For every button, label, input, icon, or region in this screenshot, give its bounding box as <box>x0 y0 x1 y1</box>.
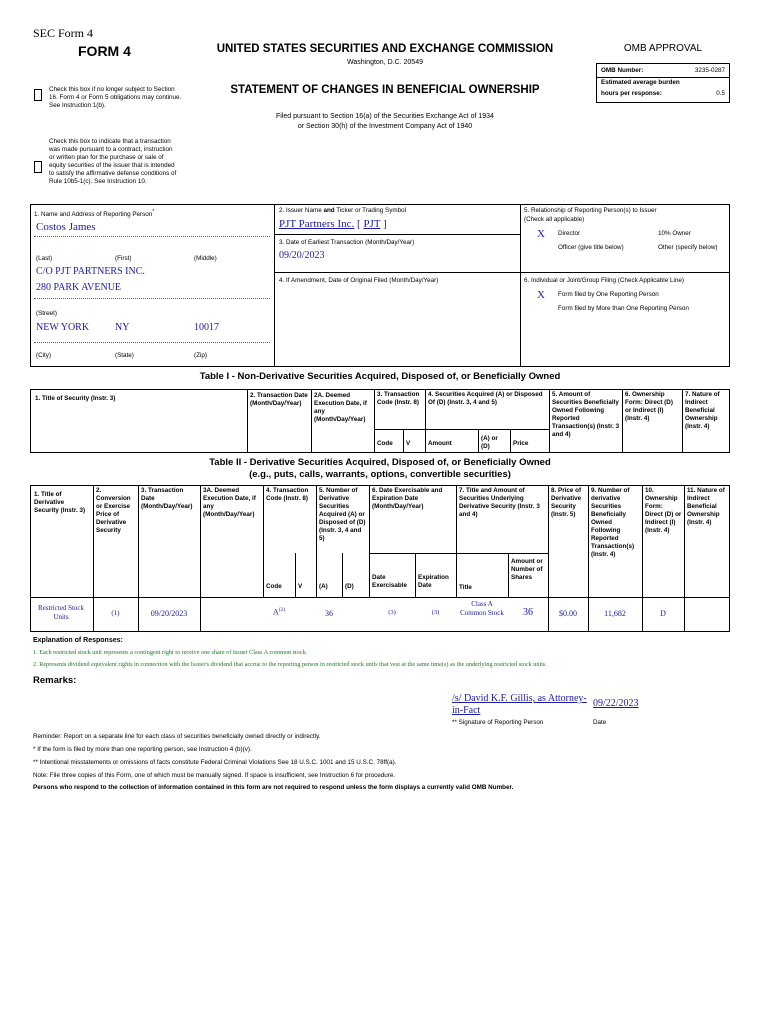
t2-row-price: $0.00 <box>559 609 577 618</box>
city-value: NEW YORK <box>36 322 90 333</box>
date-label: Date <box>593 719 607 726</box>
sec-form-label: SEC Form 4 <box>33 26 94 40</box>
reporting-person-name: Costos James <box>36 221 96 233</box>
table2-subtitle: (e.g., puts, calls, warrants, options, convertible securities) <box>249 469 511 480</box>
address-line1: C/O PJT PARTNERS INC. <box>36 266 145 277</box>
t2-expiration-header: Expiration Date <box>415 553 456 597</box>
no-longer-subject-text: Check this box if no longer subject to Section 16. Form 4 or Form 5 obligations may continue. See Instruction 1(b). <box>49 86 182 109</box>
officer-label: Officer (give title below) <box>558 244 624 251</box>
first-label: (First) <box>115 255 132 262</box>
t2-col10-header: 10. Ownership Form: Direct (D) or Indirect (I) (Instr. 4) <box>642 485 684 632</box>
t2-row-exercisable: (3) <box>388 609 396 616</box>
t1-v-header: V <box>403 429 425 453</box>
t1-col2-header: 2. Transaction Date (Month/Day/Year) <box>247 389 311 453</box>
statement-title: STATEMENT OF CHANGES IN BENEFICIAL OWNERSHIP <box>230 84 540 96</box>
agency-title: UNITED STATES SECURITIES AND EXCHANGE COMMISSION <box>216 43 554 55</box>
hours-label: hours per response: <box>601 90 662 97</box>
t2-row-title: Class A Common Stock <box>460 600 504 617</box>
burden-label: Estimated average burden <box>601 79 680 86</box>
t2-row-conversion: (1) <box>111 609 120 617</box>
issuer-name[interactable]: PJT Partners Inc. <box>279 218 355 230</box>
box2-label: 2. Issuer Name and Ticker or Trading Symbol <box>279 207 407 214</box>
agency-location: Washington, D.C. 20549 <box>346 59 423 66</box>
explanation-note2: 2. Represents dividend equivalent rights in connection with the Issuer's dividend that accrue to the reporting person in restricted stock units that vest at the same time(s) as the underlying restricted stock units. <box>33 661 547 668</box>
box5-sub: (Check all applicable) <box>524 216 585 223</box>
t1-code-header: Code <box>374 429 403 453</box>
explanation-title: Explanation of Responses: <box>33 637 123 644</box>
t2-exercisable-header: Date Exercisable <box>369 553 415 597</box>
zip-label: (Zip) <box>194 352 207 359</box>
omb-number-value: 3235-0287 <box>694 67 725 74</box>
footer-omb-notice: Persons who respond to the collection of information contained in this form are not required to respond unless the form displays a currently valid OMB Number. <box>33 784 514 791</box>
table2-title: Table II - Derivative Securities Acquired, Disposed of, or Beneficially Owned <box>209 457 551 468</box>
state-label: (State) <box>115 352 134 359</box>
box5-label: 5. Relationship of Reporting Person(s) to Issuer <box>524 207 657 214</box>
t2-d-header: (D) <box>342 553 369 597</box>
t2-col7-header: 7. Title and Amount of Securities Underlying Derivative Security (Instr. 3 and 4) <box>456 485 548 553</box>
other-label: Other (specify below) <box>658 244 718 251</box>
t1-col4-header: 4. Securities Acquired (A) or Disposed Of (D) (Instr. 3, 4 and 5) <box>425 389 549 429</box>
rule-10b5-1-text: Check this box to indicate that a transaction was made pursuant to a contract, instruction or written plan for the purchase or sale of equity securities of the issuer that is intended to satisfy the affirmative defense conditions of Rule 10b5-1(c). See Instruction 10. <box>49 138 177 185</box>
t2-row-form: D <box>660 609 666 618</box>
signature-date: 09/22/2023 <box>593 698 639 709</box>
omb-approval-title: OMB APPROVAL <box>623 43 703 54</box>
omb-approval-box <box>596 63 730 103</box>
t2-col6-header: 6. Date Exercisable and Expiration Date (Month/Day/Year) <box>369 485 456 553</box>
t1-col3-header: 3. Transaction Code (Instr. 8) <box>374 389 425 429</box>
more-persons-label: Form filed by More than One Reporting Person <box>558 305 689 312</box>
box4-label: 4. If Amendment, Date of Original Filed (Month/Day/Year) <box>279 277 439 284</box>
t2-col11-header: 11. Nature of Indirect Beneficial Ownership (Instr. 4) <box>684 485 730 632</box>
t2-col3-header: 3. Transaction Date (Month/Day/Year) <box>138 485 200 632</box>
earliest-transaction-date: 09/20/2023 <box>279 250 325 261</box>
footer-multiple-persons: * If the form is filed by more than one reporting person, see Instruction 4 (b)(v). <box>33 746 252 753</box>
t2-v-header: V <box>295 553 316 597</box>
t2-col9-header: 9. Number of derivative Securities Beneficially Owned Following Reported Transaction(s) (Instr. 4) <box>588 485 642 632</box>
t2-code-header: Code <box>263 553 295 597</box>
t1-col5-header: 5. Amount of Securities Beneficially Owned Following Reported Transaction(s) (Instr. 3 and 4) <box>549 389 622 453</box>
footer-copies-note: Note: File three copies of this Form, one of which must be manually signed. If space is insufficient, see Instruction 6 for procedure. <box>33 772 396 779</box>
zip-value: 10017 <box>194 322 219 333</box>
no-longer-subject-checkbox[interactable] <box>34 89 42 101</box>
rule-10b5-1-checkbox[interactable] <box>34 161 42 173</box>
middle-label: (Middle) <box>194 255 217 262</box>
director-mark[interactable]: X <box>537 228 545 240</box>
box3-label: 3. Date of Earliest Transaction (Month/Day/Year) <box>279 239 415 246</box>
ticker-symbol[interactable]: PJT <box>363 218 381 230</box>
hours-value: 0.5 <box>716 90 725 97</box>
explanation-note1: 1. Each restricted stock unit represents a contingent right to receive one share of Issuer Class A common stock. <box>33 649 308 656</box>
t2-col1-header: 1. Title of Derivative Security (Instr. 3) <box>34 491 86 514</box>
box6-label: 6. Individual or Joint/Group Filing (Check Applicable Line) <box>524 277 684 284</box>
one-person-mark[interactable]: X <box>537 289 545 301</box>
footer-reminder: Reminder: Report on a separate line for each class of securities beneficially owned directly or indirectly. <box>33 733 321 740</box>
address-line2: 280 PARK AVENUE <box>36 282 122 293</box>
t2-row-expiration: (3) <box>431 609 440 616</box>
t2-row-amount-a: 36 <box>325 609 333 618</box>
t2-row-owned: 11,682 <box>604 609 626 618</box>
filed-pursuant-line1: Filed pursuant to Section 16(a) of the Securities Exchange Act of 1934 <box>276 113 494 120</box>
t2-row-security: Restricted Stock Units <box>37 604 85 621</box>
t2-row-code: $A^{(2)}$ <box>272 607 286 617</box>
t1-col7-header: 7. Nature of Indirect Beneficial Ownership (Instr. 4) <box>682 389 730 453</box>
form-title: FORM 4 <box>78 43 131 59</box>
t1-col2a-header: 2A. Deemed Execution Date, if any (Month/Day/Year) <box>311 389 374 453</box>
ten-percent-owner-label: 10% Owner <box>658 230 691 237</box>
city-label: (City) <box>36 352 52 359</box>
t2-row-shares: 36 <box>523 607 533 618</box>
t1-amount-header: Amount <box>425 429 478 453</box>
t1-aord-header: (A) or (D) <box>478 429 510 453</box>
state-value: NY <box>115 322 130 333</box>
t2-a-header: (A) <box>316 553 342 597</box>
t2-col8-header: 8. Price of Derivative Security (Instr. 5) <box>548 485 588 632</box>
last-label: (Last) <box>36 255 53 262</box>
t2-col4-header: 4. Transaction Code (Instr. 8) <box>263 485 316 577</box>
t1-col1-header: 1. Title of Security (Instr. 3) <box>35 395 116 402</box>
t1-col6-header: 6. Ownership Form: Direct (D) or Indirect (I) (Instr. 4) <box>622 389 682 453</box>
t2-col2-header: 2. Conversion or Exercise Price of Derivative Security <box>93 485 138 632</box>
remarks-title: Remarks: <box>33 675 77 686</box>
director-label: Director <box>558 230 581 237</box>
omb-number-label: OMB Number: <box>601 67 644 74</box>
footer-misstatements: ** Intentional misstatements or omissions of facts constitute Federal Criminal Violations See 18 U.S.C. 1001 and 15 U.S.C. 78ff(a). <box>33 759 397 766</box>
one-person-label: Form filed by One Reporting Person <box>558 291 659 298</box>
t2-title-header: Title <box>456 553 508 597</box>
signature-label: ** Signature of Reporting Person <box>452 719 544 726</box>
box1-label: 1. Name and Address of Reporting Person* <box>34 209 155 219</box>
t2-amount-header: Amount or Number of Shares <box>508 553 548 597</box>
t2-col3a-header: 3A. Deemed Execution Date, if any (Month/Day/Year) <box>200 485 263 632</box>
t2-col5-header: 5. Number of Derivative Securities Acquired (A) or Disposed of (D) (Instr. 3, 4 and 5) <box>316 485 369 577</box>
table1-title: Table I - Non-Derivative Securities Acquired, Disposed of, or Beneficially Owned <box>199 371 561 382</box>
issuer-line: PJT Partners Inc. [ PJT ] <box>279 218 387 230</box>
street-label: (Street) <box>36 310 57 317</box>
filed-pursuant-line2: or Section 30(h) of the Investment Company Act of 1940 <box>297 123 473 130</box>
t1-price-header: Price <box>510 429 549 453</box>
t2-row-date: 09/20/2023 <box>150 609 188 618</box>
signature-name: /s/ David K.F. Gillis, as Attorney-in-Fact <box>452 693 587 716</box>
